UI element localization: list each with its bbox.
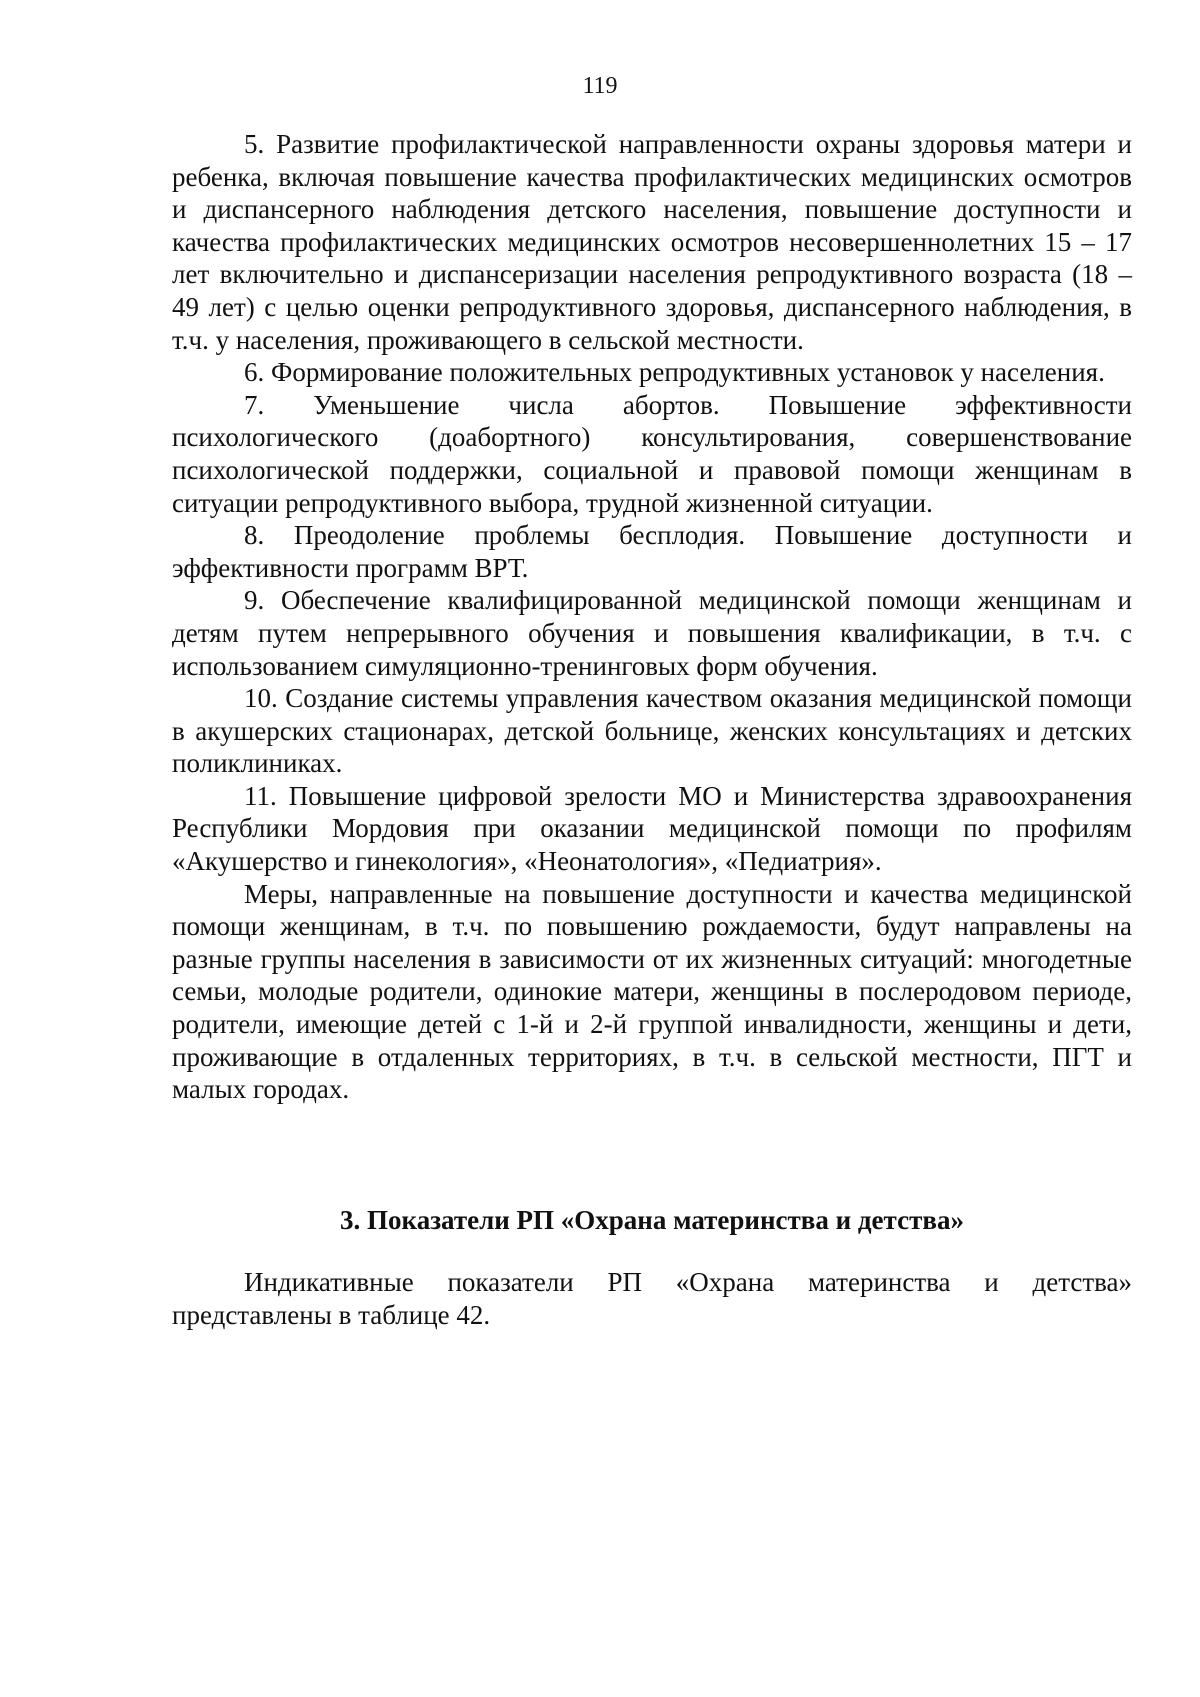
paragraph-item-6: 6. Формирование положительных репродуктивных установок у населения. — [244, 357, 1105, 388]
paragraph-item-8: 8. Преодоление проблемы бесплодия. Повышение доступности и эффективности программ ВРТ. — [172, 520, 1132, 583]
paragraph-indicators: Индикативные показатели РП «Охрана материнства и детства» представлены в таблице 42. — [172, 1267, 1132, 1330]
paragraph-measures: Меры, направленные на повышение доступности и качества медицинской помощи женщинам, в т.ч. по повышению рождаемости, будут направлены на разные группы населения в зависимости от их жизненных ситуаций: многодетные семьи, молодые родители, одинокие матери, женщины в послеродовом периоде, родители, имеющие детей с 1-й и 2-й группой инвалидности, женщины и дети, проживающие в отдаленных территориях, в т.ч. в сельской местности, ПГТ и малых городах. — [172, 878, 1132, 1105]
paragraph-item-9: 9. Обеспечение квалифицированной медицинской помощи женщинам и детям путем непрерывного обучения и повышения квалификации, в т.ч. с использованием симуляционно-тренинговых форм обучения. — [172, 585, 1132, 681]
paragraph-item-5: 5. Развитие профилактической направленности охраны здоровья матери и ребенка, включая повышение качества профилактических медицинских осмотров и диспансерного наблюдения детского населения, повышение доступности и качества профилактических медицинских осмотров несовершеннолетних 15 – 17 лет включительно и диспансеризации населения репродуктивного возраста (18 – 49 лет) с целью оценки репродуктивного здоровья, диспансерного наблюдения, в т.ч. у населения, проживающего в сельской местности. — [172, 129, 1132, 355]
paragraph-item-10: 10. Создание системы управления качеством оказания медицинской помощи в акушерских стационарах, детской больнице, женских консультациях и детских поликлиниках. — [172, 683, 1132, 779]
paragraph-item-7: 7. Уменьшение числа абортов. Повышение эффективности психологического (доабортного) консультирования, совершенствование психологической поддержки, социальной и правовой помощи женщинам в ситуации репродуктивного выбора, трудной жизненной ситуации. — [172, 389, 1132, 518]
page-number: 119 — [582, 73, 618, 99]
paragraph-item-11: 11. Повышение цифровой зрелости МО и Министерства здравоохранения Республики Мордовия при оказании медицинской помощи по профилям «Акушерство и гинекология», «Неонатология», «Педиатрия». — [172, 780, 1132, 877]
body-text — [172, 128, 1132, 1106]
closing-text — [172, 1266, 1132, 1331]
section-heading: 3. Показатели РП «Охрана материнства и детства» — [340, 1205, 964, 1235]
